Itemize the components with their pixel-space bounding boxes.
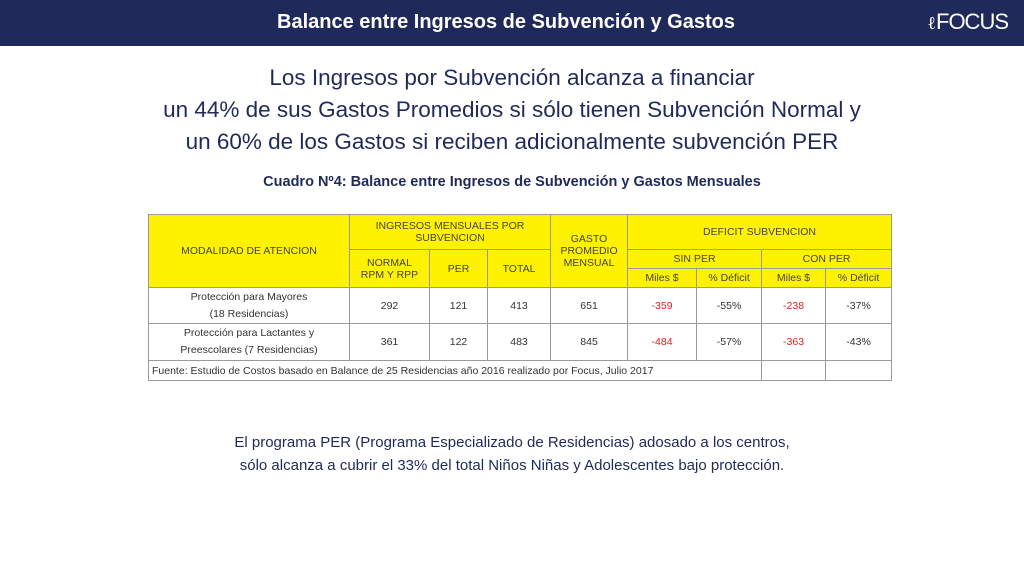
header-modalidad: MODALIDAD DE ATENCION (149, 215, 350, 288)
headline (0, 62, 1024, 158)
headline-line-1: Los Ingresos por Subvención alcanza a financiar (269, 65, 755, 90)
headline-line-3: un 60% de los Gastos si reciben adicionalmente subvención PER (185, 129, 839, 154)
cell-normal: 292 (350, 288, 430, 324)
row-label (149, 324, 350, 361)
footnote-line-1: El programa PER (Programa Especializado de Residencias) adosado a los centros, (234, 434, 790, 451)
cell-sin-per-miles: -359 (628, 288, 697, 324)
cell-sin-per-pct: -57% (697, 324, 762, 361)
header-per: PER (430, 250, 488, 288)
header-miles-sin: Miles $ (628, 269, 697, 288)
slide-title: Balance entre Ingresos de Subvención y Gastos (277, 11, 735, 33)
cell-con-per-miles: -363 (762, 324, 826, 361)
empty-cell (826, 361, 892, 381)
cell-total: 413 (488, 288, 551, 324)
row-label-line-1: Protección para Mayores (190, 290, 308, 303)
header-normal (350, 250, 430, 288)
cell-sin-per-miles: -484 (628, 324, 697, 361)
cell-gasto: 845 (551, 324, 628, 361)
header-gasto-line-3: MENSUAL (563, 257, 615, 269)
cell-con-per-miles: -238 (762, 288, 826, 324)
focus-logo (927, 9, 1008, 35)
header-normal-line-2: RPM Y RPP (360, 268, 419, 281)
cell-gasto: 651 (551, 288, 628, 324)
header-sin-per: SIN PER (628, 250, 762, 269)
cell-sin-per-pct: -55% (697, 288, 762, 324)
header-ingresos-line-2: SUBVENCION (415, 232, 485, 244)
cell-con-per-pct: -43% (826, 324, 892, 361)
row-label-line-1: Protección para Lactantes y (183, 327, 315, 339)
row-label (149, 288, 350, 324)
cell-per: 122 (430, 324, 488, 361)
table-caption: Cuadro Nº4: Balance entre Ingresos de Subvención y Gastos Mensuales (263, 174, 761, 190)
cell-normal: 361 (350, 324, 430, 361)
header-total: TOTAL (488, 250, 551, 288)
cell-con-per-pct: -37% (826, 288, 892, 324)
source-row (149, 361, 892, 381)
header-gasto (551, 215, 628, 288)
header-gasto-line-1: GASTO (570, 233, 608, 245)
header-ingresos (350, 215, 551, 250)
source-note: Fuente: Estudio de Costos basado en Balance de 25 Residencias año 2016 realizado por Focus, Julio 2017 (149, 361, 762, 381)
headline-line-2: un 44% de sus Gastos Promedios si sólo tienen Subvención Normal y (163, 97, 861, 122)
cell-total: 483 (488, 324, 551, 361)
empty-cell (762, 361, 826, 381)
footnote-line-2: sólo alcanza a cubrir el 33% del total Niños Niñas y Adolescentes bajo protección. (239, 457, 785, 474)
logo-mark-icon: ℓ (927, 13, 935, 34)
header-normal-line-1: NORMAL (367, 256, 412, 269)
logo-text: FOCUS (936, 9, 1008, 34)
table-row (149, 288, 892, 324)
cell-per: 121 (430, 288, 488, 324)
header-con-per: CON PER (762, 250, 892, 269)
balance-table (148, 214, 892, 381)
table-row (149, 324, 892, 361)
row-label-line-2: (18 Residencias) (209, 307, 289, 320)
header-miles-con: Miles $ (762, 269, 826, 288)
header-pct-sin: % Déficit (697, 269, 762, 288)
header-ingresos-line-1: INGRESOS MENSUALES POR (375, 220, 525, 232)
footnote (0, 431, 1024, 477)
header-gasto-line-2: PROMEDIO (560, 245, 618, 257)
row-label-line-2: Preescolares (7 Residencias) (180, 344, 318, 356)
header-pct-con: % Déficit (826, 269, 892, 288)
header-deficit: DEFICIT SUBVENCION (628, 215, 892, 250)
title-bar (0, 0, 1024, 46)
